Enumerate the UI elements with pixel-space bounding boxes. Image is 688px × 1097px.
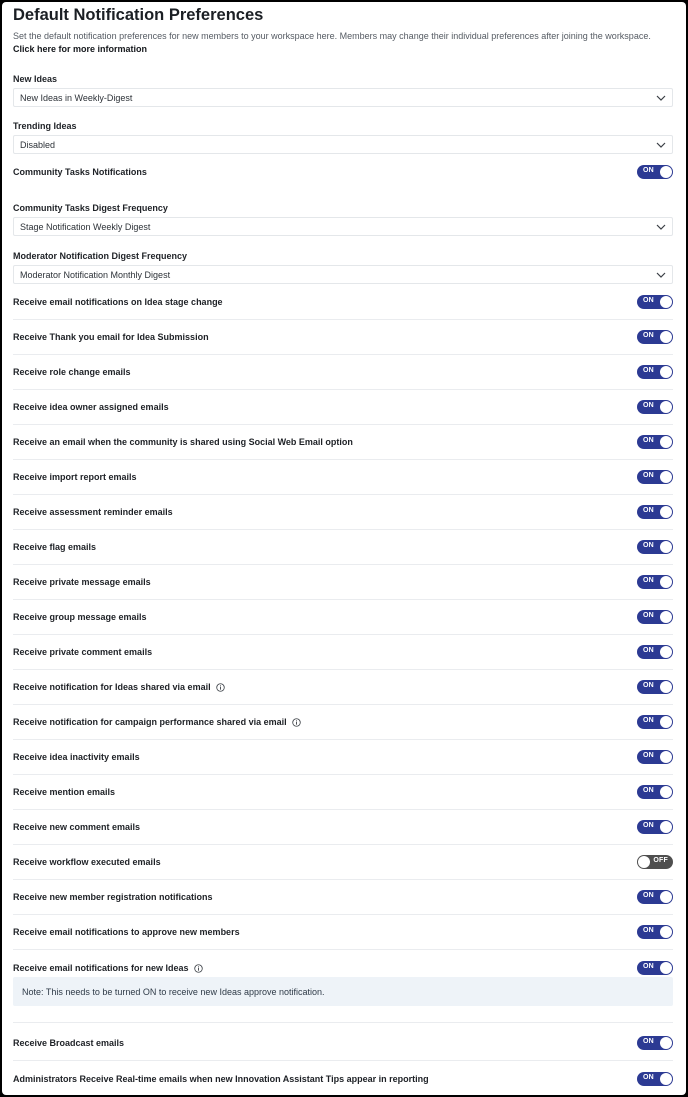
toggle-knob — [660, 331, 672, 343]
trending-ideas-select[interactable] — [13, 135, 673, 154]
notification-row-label — [13, 577, 151, 587]
notification-toggle[interactable] — [637, 470, 673, 484]
toggle-knob — [660, 541, 672, 553]
notification-row — [13, 460, 673, 495]
toggle-state-text: ON — [643, 927, 654, 934]
notification-row — [13, 915, 673, 950]
chevron-down-icon — [656, 93, 666, 103]
toggle-state-text: ON — [643, 507, 654, 514]
toggle-knob — [660, 681, 672, 693]
notification-toggle[interactable] — [637, 890, 673, 904]
notification-row-label — [13, 472, 137, 482]
moderator-digest-label: Moderator Notification Digest Frequency — [13, 251, 188, 261]
notification-row — [13, 495, 673, 530]
toggle-knob — [660, 611, 672, 623]
notification-row — [13, 880, 673, 915]
toggle-knob — [660, 891, 672, 903]
notification-row-label — [13, 857, 161, 867]
notification-row-text: Receive group message emails — [13, 612, 147, 622]
notification-row-label — [13, 963, 203, 973]
toggle-state-text: ON — [643, 166, 654, 174]
toggle-knob — [660, 716, 672, 728]
toggle-knob — [660, 786, 672, 798]
notification-row — [13, 320, 673, 355]
page-description — [13, 30, 668, 55]
notification-toggle[interactable] — [637, 400, 673, 414]
notification-row-text: Receive idea owner assigned emails — [13, 402, 169, 412]
moderator-digest-value: Moderator Notification Monthly Digest — [20, 270, 171, 280]
notification-row — [13, 600, 673, 635]
notification-row-label — [13, 927, 240, 937]
notification-toggle[interactable] — [637, 645, 673, 659]
notification-toggle[interactable] — [637, 610, 673, 624]
notification-row-text: Receive role change emails — [13, 367, 131, 377]
notification-row — [13, 1026, 673, 1061]
notification-row-text: Receive email notifications on Idea stage change — [13, 297, 223, 307]
notification-row-label — [13, 647, 152, 657]
new-ideas-select[interactable] — [13, 88, 673, 107]
community-tasks-digest-select[interactable] — [13, 217, 673, 236]
toggle-state-text: ON — [643, 962, 654, 970]
notification-row-text: Receive new comment emails — [13, 822, 141, 832]
notification-row-text: Receive email notifications for new Ideas — [13, 962, 189, 973]
notification-row — [13, 845, 673, 880]
notification-toggle[interactable] — [637, 295, 673, 309]
notification-row-text: Receive idea inactivity emails — [13, 752, 140, 762]
toggle-knob — [660, 366, 672, 378]
notification-row-label — [13, 402, 169, 412]
toggle-knob — [660, 962, 672, 974]
chevron-down-icon — [656, 140, 666, 150]
notification-row-text: Receive new member registration notifications — [13, 892, 213, 902]
notification-row-text: Receive workflow executed emails — [13, 857, 161, 867]
toggle-state-text: ON — [643, 612, 654, 619]
notification-row-label — [13, 297, 223, 307]
notification-row-text: Receive private comment emails — [13, 647, 153, 657]
notification-row-text: Receive Thank you email for Idea Submission — [13, 332, 209, 342]
new-ideas-label: New Ideas — [13, 74, 58, 84]
toggle-state-text: ON — [643, 822, 654, 829]
notification-toggle[interactable] — [637, 505, 673, 519]
notification-row-label — [13, 1074, 429, 1084]
notification-toggle[interactable] — [637, 575, 673, 589]
notification-row-text: Receive mention emails — [13, 787, 116, 797]
toggle-knob — [660, 821, 672, 833]
chevron-down-icon — [656, 222, 666, 232]
toggle-state-text: OFF — [653, 857, 668, 864]
notification-row — [13, 775, 673, 810]
notification-toggle[interactable] — [637, 961, 673, 975]
toggle-state-text: ON — [643, 682, 654, 689]
notification-row-text: Receive import report emails — [13, 472, 137, 482]
notification-row-label — [13, 1038, 124, 1048]
toggle-state-text: ON — [643, 1073, 654, 1081]
notification-row-label — [13, 717, 301, 727]
notification-row — [13, 810, 673, 845]
notification-row — [13, 390, 673, 425]
info-icon[interactable] — [292, 718, 301, 727]
chevron-down-icon — [656, 270, 666, 280]
community-tasks-label: Community Tasks Notifications — [13, 166, 147, 177]
notification-toggle[interactable] — [637, 1036, 673, 1050]
description-text: Set the default notification preferences for new members to your workspace here. Members may change their individual preferences after joining the workspace. — [13, 31, 651, 41]
toggle-state-text: ON — [643, 332, 654, 339]
notification-toggle[interactable] — [637, 365, 673, 379]
notification-row-text: Receive private message emails — [13, 577, 151, 587]
notification-row — [13, 285, 673, 320]
toggle-state-text: ON — [643, 892, 654, 899]
page-title: Default Notification Preferences — [13, 6, 264, 24]
notification-row-label — [13, 542, 96, 552]
notification-toggle[interactable] — [637, 785, 673, 799]
moderator-digest-select[interactable] — [13, 265, 673, 284]
toggle-knob — [660, 436, 672, 448]
notification-row-label — [13, 367, 131, 377]
info-icon[interactable] — [216, 683, 225, 692]
toggle-knob — [660, 471, 672, 483]
notification-row-label — [13, 752, 140, 762]
toggle-state-text: ON — [643, 402, 654, 409]
community-tasks-toggle[interactable] — [637, 165, 673, 179]
notification-row — [13, 565, 673, 600]
toggle-state-text: ON — [643, 297, 654, 304]
notification-row-label — [13, 892, 213, 902]
info-icon[interactable] — [194, 964, 203, 973]
divider — [13, 1022, 673, 1023]
notification-row-text: Receive Broadcast emails — [13, 1038, 125, 1048]
notification-row — [13, 740, 673, 775]
toggle-knob — [638, 856, 650, 868]
trending-ideas-select-value: Disabled — [20, 140, 56, 150]
toggle-knob — [660, 166, 672, 178]
toggle-knob — [660, 401, 672, 413]
notification-row — [13, 1061, 673, 1095]
trending-ideas-label: Trending Ideas — [13, 121, 77, 131]
toggle-state-text: ON — [643, 647, 654, 654]
notification-row-text: Receive notification for Ideas shared via email — [13, 682, 211, 692]
notification-toggle[interactable] — [637, 1072, 673, 1086]
notification-row-text: Receive email notifications to approve new members — [13, 927, 240, 937]
notification-row-text: Receive assessment reminder emails — [13, 507, 173, 517]
notification-row-label — [13, 787, 115, 797]
notification-row — [13, 530, 673, 565]
notification-row-text: Receive flag emails — [13, 542, 97, 552]
notification-toggle[interactable] — [637, 330, 673, 344]
toggle-state-text: ON — [643, 717, 654, 724]
toggle-knob — [660, 296, 672, 308]
notification-row — [13, 635, 673, 670]
notification-row-label — [13, 822, 140, 832]
notification-toggle[interactable] — [637, 750, 673, 764]
notification-toggle[interactable] — [637, 540, 673, 554]
toggle-knob — [660, 506, 672, 518]
toggle-knob — [660, 576, 672, 588]
toggle-state-text: ON — [643, 1038, 654, 1045]
notification-row-text: Administrators Receive Real-time emails when new Innovation Assistant Tips appear in reporting — [13, 1073, 429, 1084]
toggle-state-text: ON — [643, 367, 654, 374]
notification-toggle[interactable] — [637, 680, 673, 694]
notification-row-label — [13, 437, 353, 447]
toggle-knob — [660, 1037, 672, 1049]
notification-row — [13, 425, 673, 460]
toggle-state-text: ON — [643, 577, 654, 584]
toggle-knob — [660, 1073, 672, 1085]
community-tasks-digest-label: Community Tasks Digest Frequency — [13, 203, 168, 213]
new-ideas-select-value: New Ideas in Weekly-Digest — [20, 93, 133, 103]
toggle-knob — [660, 926, 672, 938]
notification-toggle[interactable] — [637, 925, 673, 939]
toggle-state-text: ON — [643, 787, 654, 794]
more-info-link[interactable]: Click here for more information — [13, 43, 148, 54]
notification-row — [13, 670, 673, 705]
toggle-knob — [660, 646, 672, 658]
toggle-knob — [660, 751, 672, 763]
notification-preferences-panel — [2, 2, 686, 1095]
notification-row-text: Receive notification for campaign performance shared via email — [13, 717, 287, 727]
notification-row-label — [13, 332, 209, 342]
notification-row-text: Receive an email when the community is shared using Social Web Email option — [13, 437, 353, 447]
notification-row — [13, 705, 673, 740]
toggle-state-text: ON — [643, 437, 654, 444]
notification-row-label — [13, 682, 225, 692]
notification-toggle[interactable] — [637, 715, 673, 729]
notification-toggle[interactable] — [637, 855, 673, 869]
toggle-state-text: ON — [643, 752, 654, 759]
notification-row-label — [13, 612, 147, 622]
toggle-state-text: ON — [643, 542, 654, 549]
community-tasks-digest-value: Stage Notification Weekly Digest — [20, 222, 151, 232]
notification-row-label — [13, 507, 173, 517]
toggle-state-text: ON — [643, 472, 654, 479]
notification-toggle[interactable] — [637, 435, 673, 449]
notification-row — [13, 355, 673, 390]
notification-toggle[interactable] — [637, 820, 673, 834]
community-tasks-row — [13, 154, 673, 189]
new-ideas-note: Note: This needs to be turned ON to receive new Ideas approve notification. — [13, 977, 673, 1006]
